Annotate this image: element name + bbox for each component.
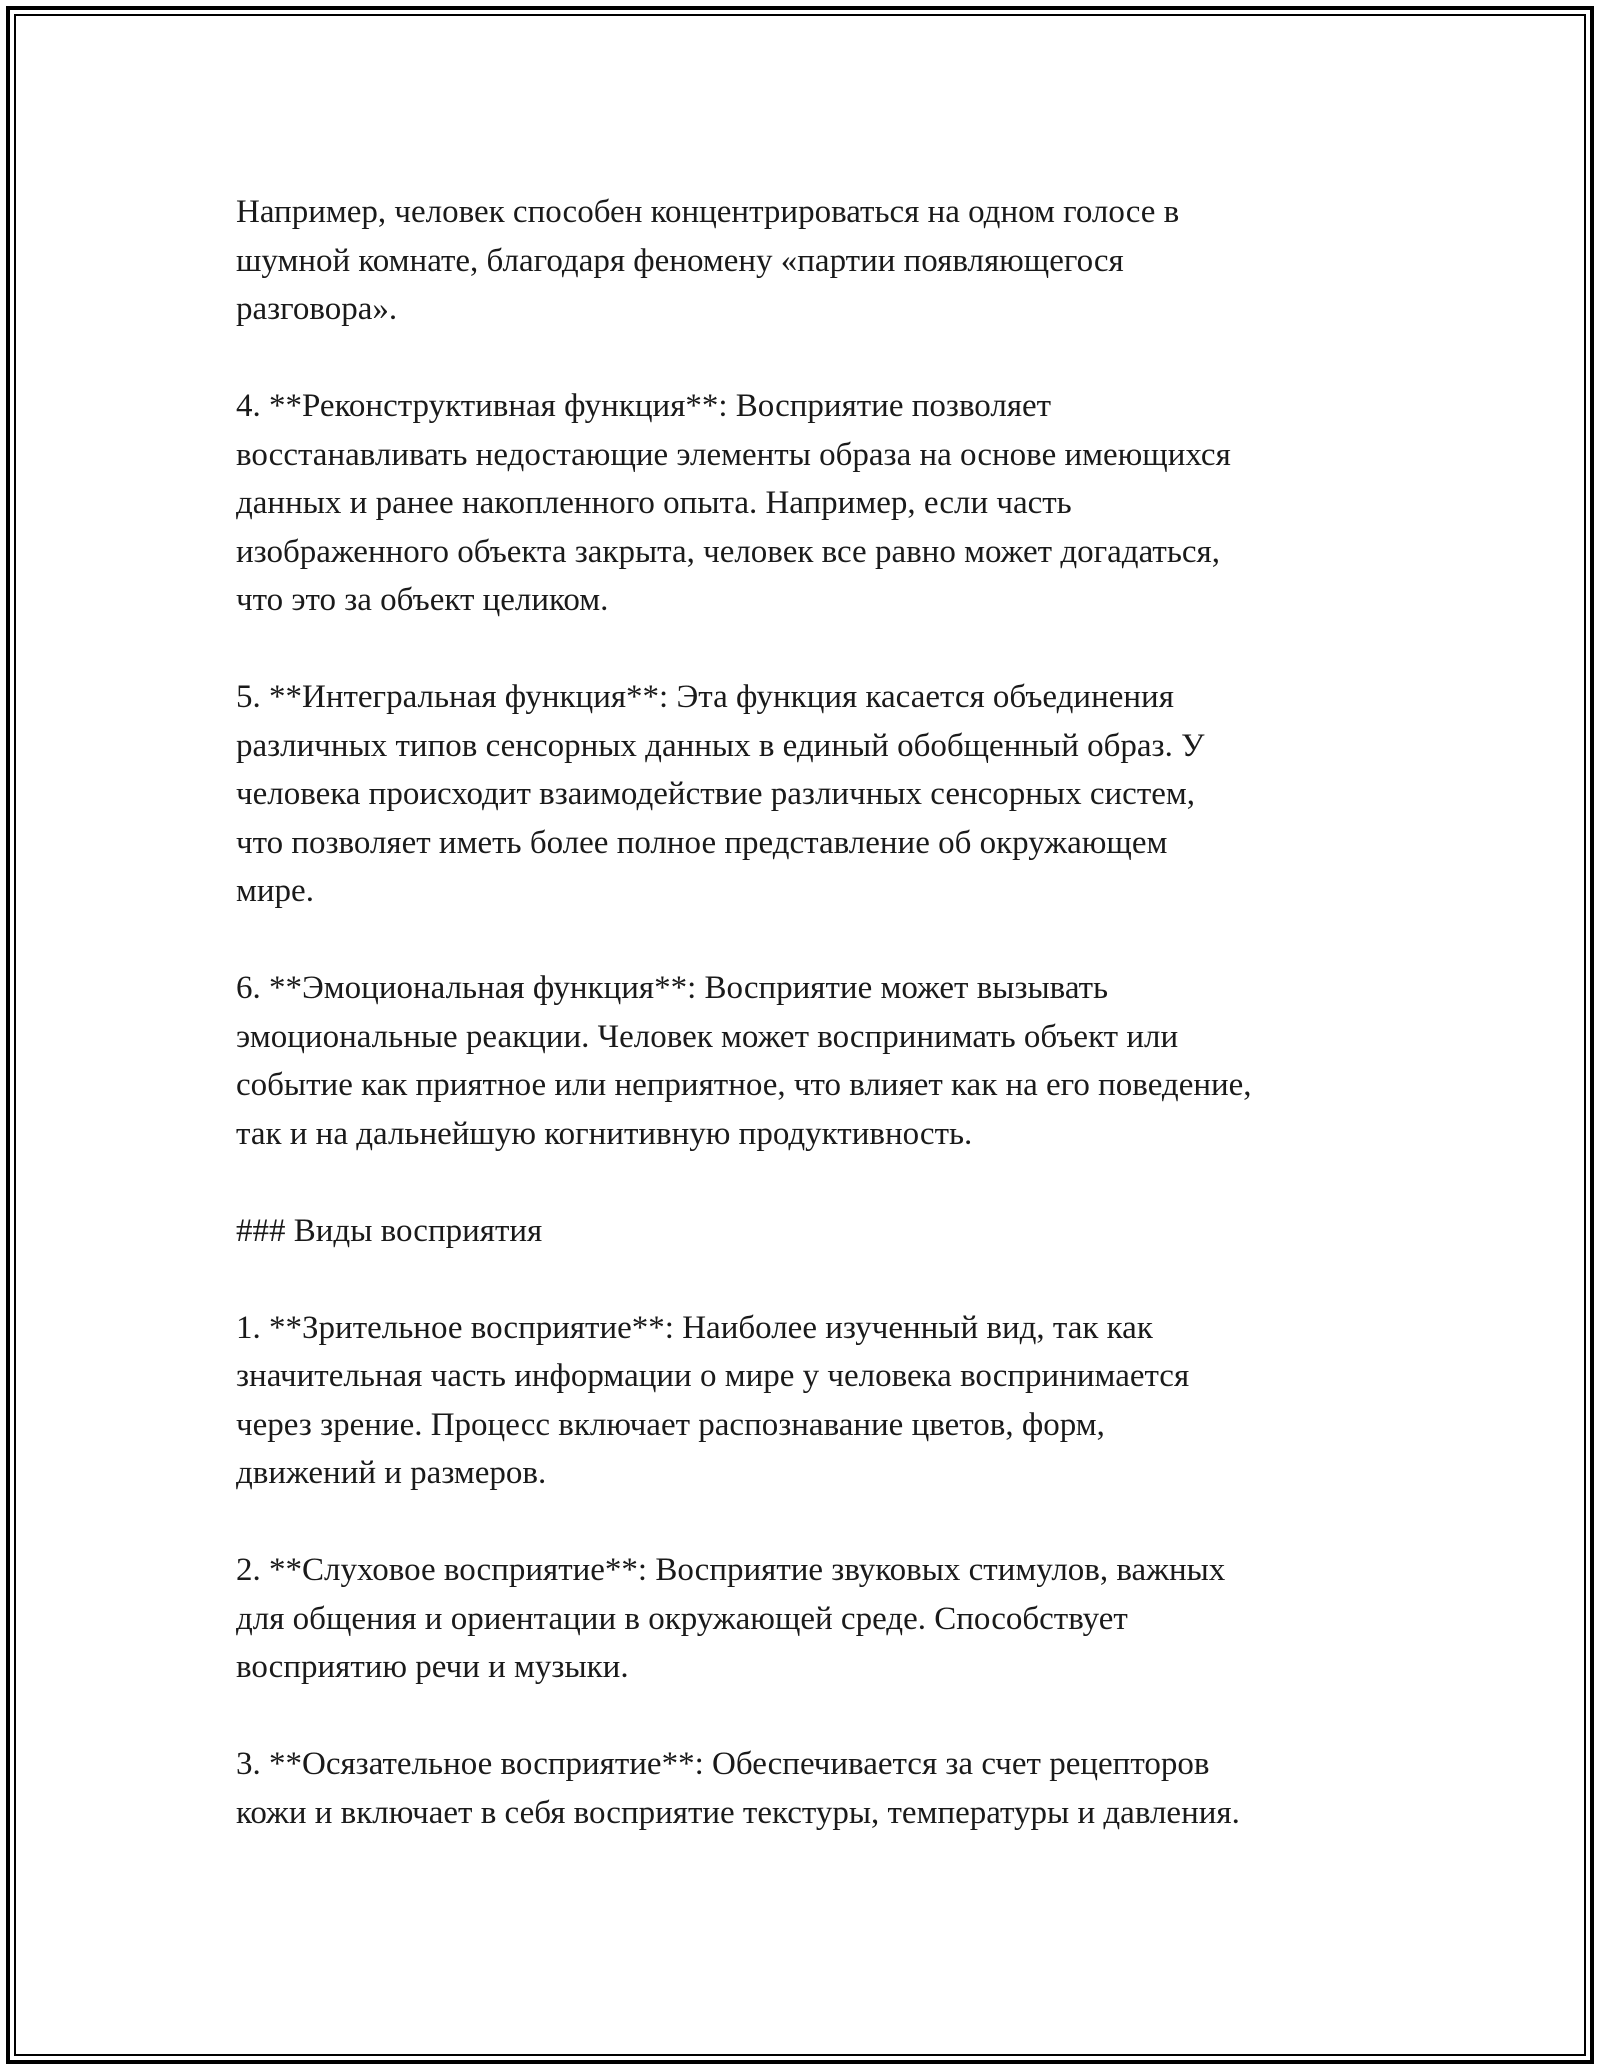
text-line: для общения и ориентации в окружающей среде. Способствует bbox=[236, 1600, 1128, 1637]
paragraph bbox=[236, 1304, 1396, 1498]
text-line: 6. **Эмоциональная функция**: Восприятие может вызывать bbox=[236, 970, 1109, 1006]
text-line: что это за объект целиком. bbox=[236, 582, 609, 618]
text-line: ### Виды восприятия bbox=[236, 1212, 543, 1249]
text-line: эмоциональные реакции. Человек может воспринимать объект или bbox=[236, 1018, 1179, 1055]
text-line: что позволяет иметь более полное представление об окружающем bbox=[236, 824, 1168, 861]
text-line: 3. **Осязательное восприятие**: Обеспечивается за счет рецепторов bbox=[236, 1746, 1210, 1782]
text-line: шумной комнате, благодаря феномену «партии появляющегося bbox=[236, 242, 1124, 279]
text-line: человека происходит взаимодействие различных сенсорных систем, bbox=[236, 776, 1196, 812]
paragraph bbox=[236, 1740, 1396, 1837]
text-line: 5. **Интегральная функция**: Эта функция касается объединения bbox=[236, 679, 1174, 715]
paragraph bbox=[236, 1207, 1396, 1256]
text-line: значительная часть информации о мире у человека воспринимается bbox=[236, 1358, 1190, 1394]
text-line: 2. **Слуховое восприятие**: Восприятие звуковых стимулов, важных bbox=[236, 1552, 1226, 1588]
paragraph bbox=[236, 382, 1396, 625]
text-line: разговора». bbox=[236, 291, 398, 327]
text-line: данных и ранее накопленного опыта. Например, если часть bbox=[236, 485, 1072, 521]
text-line: событие как приятное или неприятное, что влияет как на его поведение, bbox=[236, 1067, 1252, 1103]
text-line: изображенного объекта закрыта, человек все равно может догадаться, bbox=[236, 533, 1220, 570]
paragraph bbox=[236, 188, 1396, 334]
text-line: восстанавливать недостающие элементы образа на основе имеющихся bbox=[236, 436, 1231, 473]
text-line: 4. **Реконструктивная функция**: Восприятие позволяет bbox=[236, 388, 1052, 424]
text-line: Например, человек способен концентрироваться на одном голосе в bbox=[236, 194, 1180, 230]
text-line: восприятию речи и музыки. bbox=[236, 1649, 629, 1685]
text-line: движений и размеров. bbox=[236, 1455, 547, 1491]
paragraph bbox=[236, 964, 1396, 1158]
paragraph bbox=[236, 1546, 1396, 1692]
document-body bbox=[236, 188, 1396, 1886]
text-line: кожи и включает в себя восприятие текстуры, температуры и давления. bbox=[236, 1794, 1240, 1831]
text-line: 1. **Зрительное восприятие**: Наиболее изученный вид, так как bbox=[236, 1309, 1153, 1346]
text-line: через зрение. Процесс включает распознавание цветов, форм, bbox=[236, 1406, 1105, 1443]
text-line: различных типов сенсорных данных в единый обобщенный образ. У bbox=[236, 727, 1205, 764]
text-line: так и на дальнейшую когнитивную продуктивность. bbox=[236, 1115, 973, 1152]
paragraph bbox=[236, 673, 1396, 916]
text-line: мире. bbox=[236, 873, 314, 909]
